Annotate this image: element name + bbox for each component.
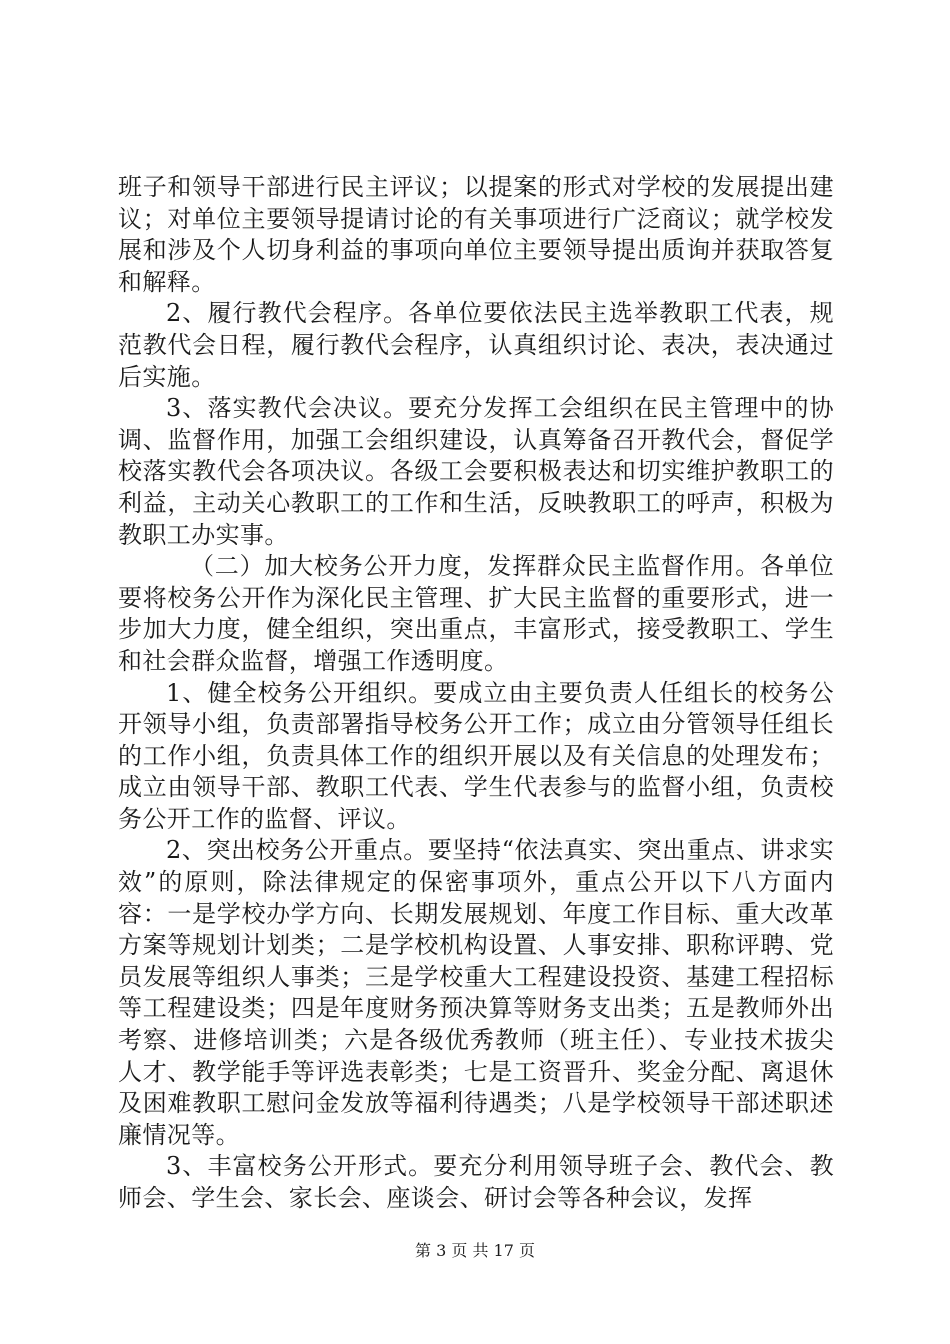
page-footer: 第 3 页 共 17 页 [415,1241,535,1260]
paragraph-item-3-forms: 3、丰富校务公开形式。要充分利用领导班子会、教代会、教师会、学生会、家长会、座谈会、研讨会等各种会议，发挥 [118,1152,834,1212]
paragraph-item-3-resolution: 3、落实教代会决议。要充分发挥工会组织在民主管理中的协调、监督作用，加强工会组织建设，认真筹备召开教代会，督促学校落实教代会各项决议。各级工会要积极表达和切实维护教职工的利益，主动关心教职工的工作和生活，反映教职工的呼声，积极为教职工办实事。 [118,394,834,549]
paragraph-item-2-focus: 2、突出校务公开重点。要坚持“依法真实、突出重点、讲求实效”的原则，除法律规定的保密事项外，重点公开以下八方面内容：一是学校办学方向、长期发展规划、年度工作目标、重大改革方案等规划计划类；二是学校机构设置、人事安排、职称评聘、党员发展等组织人事类；三是学校重大工程建设投资、基建工程招标等工程建设类；四是年度财务预决算等财务支出类；五是教师外出考察、进修培训类；六是各级优秀教师（班主任）、专业技术拔尖人才、教学能手等评选表彰类；七是工资晋升、奖金分配、离退休及困难教职工慰问金发放等福利待遇类；八是学校领导干部述职述廉情况等。 [118,836,834,1149]
paragraph-section-2-heading: （二）加大校务公开力度，发挥群众民主监督作用。各单位要将校务公开作为深化民主管理、扩大民主监督的重要形式，进一步加大力度，健全组织，突出重点，丰富形式，接受教职工、学生和社会群众监督，增强工作透明度。 [118,552,834,675]
paragraph-continuation: 班子和领导干部进行民主评议；以提案的形式对学校的发展提出建议；对单位主要领导提请讨论的有关事项进行广泛商议；就学校发展和涉及个人切身利益的事项向单位主要领导提出质询并获取答复和解释。 [118,173,834,296]
document-body [118,172,834,1215]
paragraph-item-2-procedure: 2、履行教代会程序。各单位要依法民主选举教职工代表，规范教代会日程，履行教代会程序，认真组织讨论、表决，表决通过后实施。 [118,299,834,391]
paragraph-item-1-organization: 1、健全校务公开组织。要成立由主要负责人任组长的校务公开领导小组，负责部署指导校务公开工作；成立由分管领导任组长的工作小组，负责具体工作的组织开展以及有关信息的处理发布；成立由领导干部、教职工代表、学生代表参与的监督小组，负责校务公开工作的监督、评议。 [118,678,834,833]
